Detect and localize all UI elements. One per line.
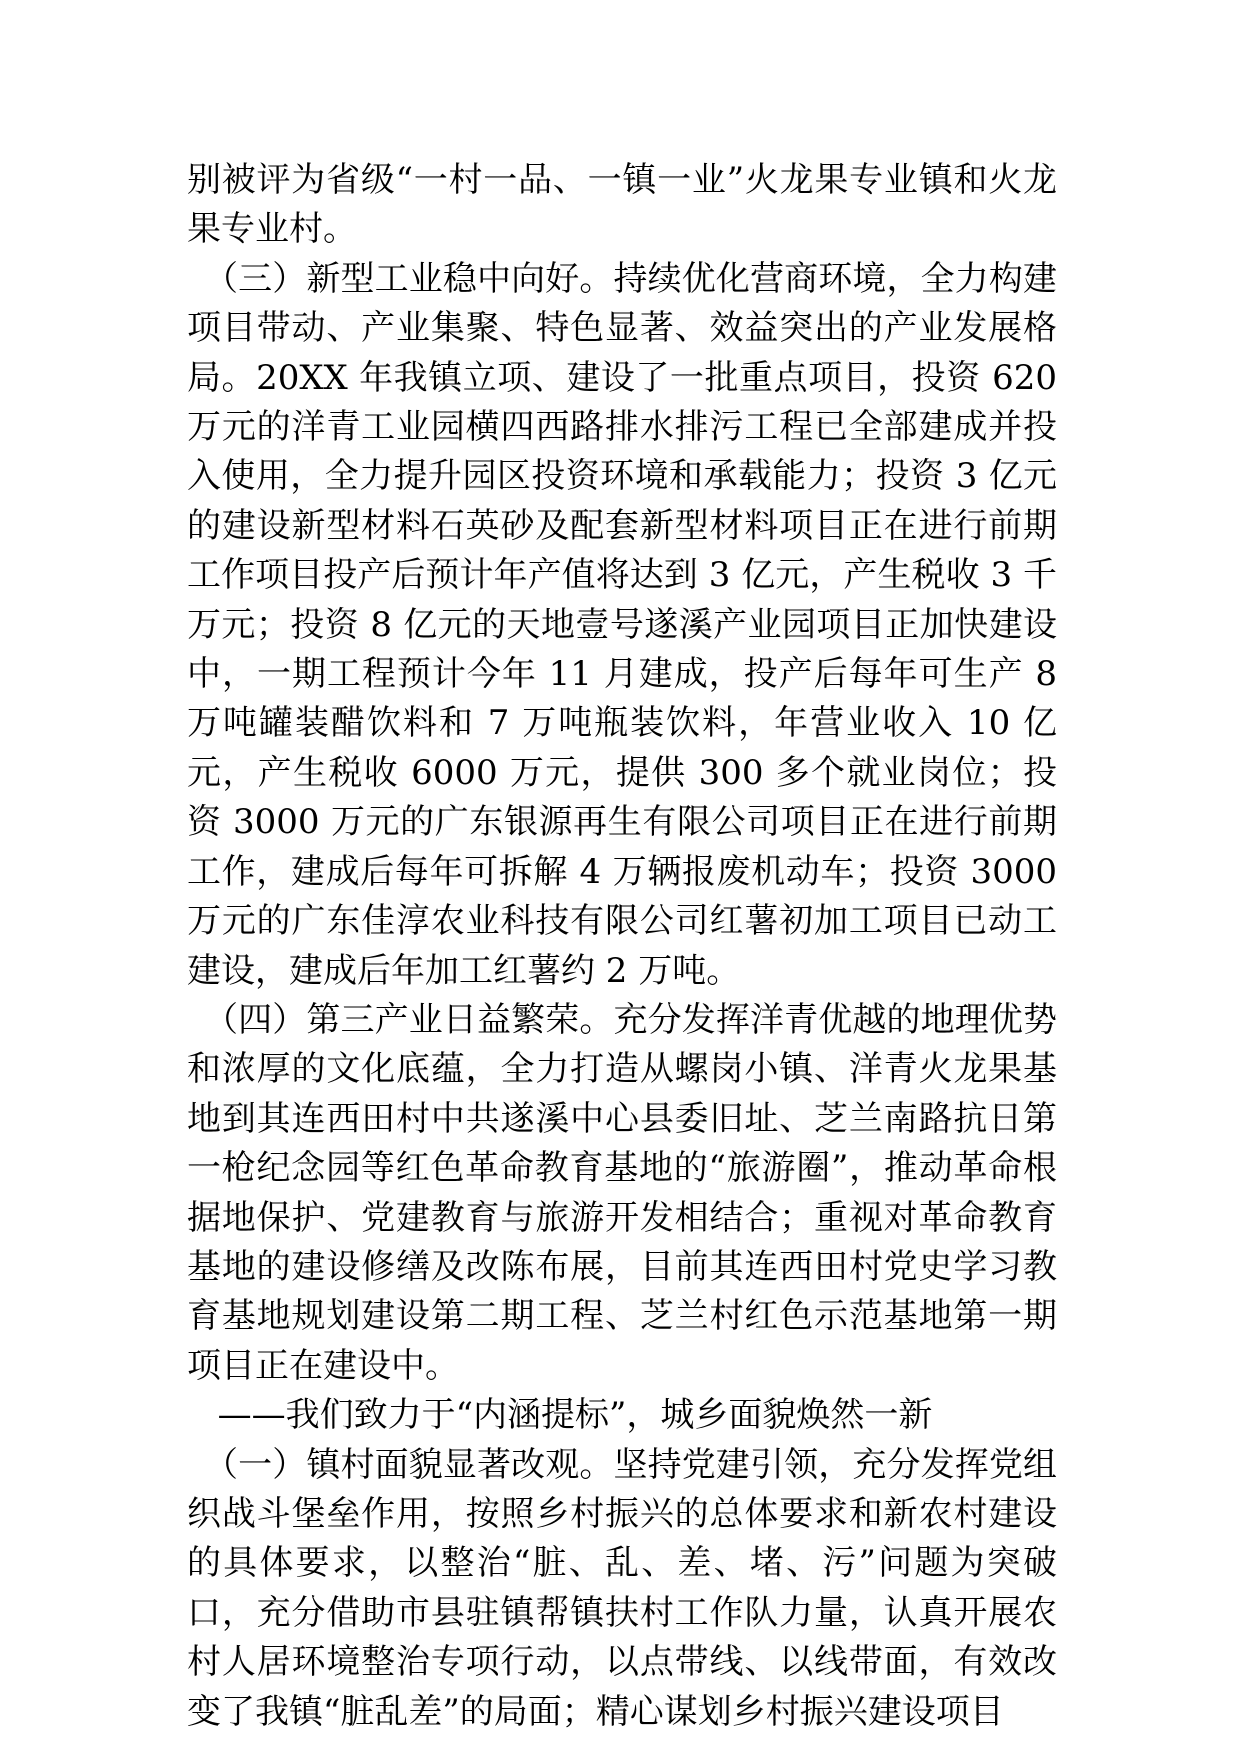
paragraph-continuation: 别被评为省级“一村一品、一镇一业”火龙果专业镇和火龙果专业村。 [187,160,1057,250]
paragraph-tertiary-industry: （四）第三产业日益繁荣。充分发挥洋青优越的地理优势和浓厚的文化底蕴，全力打造从螺岗小镇、洋青火龙果基地到其连西田村中共遂溪中心县委旧址、芝兰南路抗日第一枪纪念园等红色革命教育基地的“旅游圈”，推动革命根据地保护、党建教育与旅游开发相结合；重视对革命教育基地的建设修缮及改陈布展，目前其连西田村党史学习教育基地规划建设第二期工程、芝兰村红色示范基地第一期项目正在建设中。 [187,999,1057,1386]
section-heading: ——我们致力于“内涵提标”，城乡面貌焕然一新 [217,1395,933,1436]
document-page [187,156,1057,1737]
paragraph-village-appearance: （一）镇村面貌显著改观。坚持党建引领，充分发挥党组织战斗堡垒作用，按照乡村振兴的总体要求和新农村建设的具体要求，以整治“脏、乱、差、堵、污”问题为突破口，充分借助市县驻镇帮镇扶村工作队力量，认真开展农村人居环境整治专项行动，以点带线、以线带面，有效改变了我镇“脏乱差”的局面；精心谋划乡村振兴建设项目 [187,1444,1057,1732]
paragraph-new-industry: （三）新型工业稳中向好。持续优化营商环境，全力构建项目带动、产业集聚、特色显著、效益突出的产业发展格局。20XX 年我镇立项、建设了一批重点项目，投资 620 万元的洋青工业园横四西路排水排污工程已全部建成并投入使用，全力提升园区投资环境和承载能力；投资 3 亿元的建设新型材料石英砂及配套新型材料项目正在进行前期工作项目投产后预计年产值将达到 3 亿元，产生税收 3 千万元；投资 8 亿元的天地壹号遂溪产业园项目正加快建设中，一期工程预计今年 11 月建成，投产后每年可生产 8 万吨罐装醋饮料和 7 万吨瓶装饮料，年营业收入 10 亿元，产生税收 6000 万元，提供 300 多个就业岗位；投资 3000 万元的广东银源再生有限公司项目正在进行前期工作，建成后每年可拆解 4 万辆报废机动车；投资 3000 万元的广东佳淳农业科技有限公司红薯初加工项目已动工建设，建成后年加工红薯约 2 万吨。 [187,258,1057,991]
